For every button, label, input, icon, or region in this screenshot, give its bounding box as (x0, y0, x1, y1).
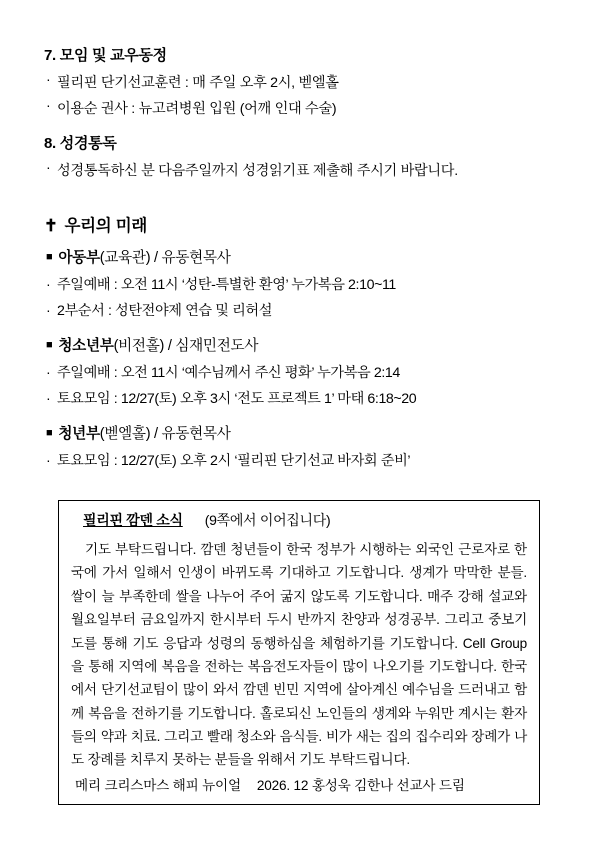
bullet-dot-icon: · (46, 365, 51, 381)
spacer (44, 124, 572, 132)
group-children (44, 246, 572, 320)
news-footer-greeting: 메리 크리스마스 해피 뉴이얼 (75, 777, 241, 793)
group-heading (44, 334, 572, 355)
news-title-row (71, 510, 527, 530)
spacer (44, 186, 572, 212)
list-item-label: 토요모임 : 12/27(토) 오후 3시 ‘전도 프로젝트 1’ 마태 6:18~20 (57, 391, 417, 407)
group-name: 청소년부 (58, 338, 114, 354)
bullet-dot-icon: · (46, 72, 51, 88)
bullet-dot-icon: · (46, 391, 51, 407)
list-item (44, 362, 572, 382)
section-bible-reading (44, 132, 572, 180)
section-our-future (44, 212, 572, 470)
list-item (44, 98, 572, 118)
section-heading: 7. 모임 및 교우동정 (44, 47, 167, 64)
news-box (58, 500, 540, 805)
section-heading-label: 우리의 미래 (64, 217, 148, 235)
section-meetings (44, 44, 572, 118)
section-heading: 8. 성경통독 (44, 135, 117, 152)
list-item-label: 필리핀 단기선교훈련 : 매 주일 오후 2시, 벧엘홀 (57, 75, 339, 91)
square-bullet-icon: ■ (46, 251, 53, 263)
square-bullet-icon: ■ (46, 339, 53, 351)
news-body: 기도 부탁드립니다. 깜덴 청년들이 한국 정부가 시행하는 외국인 근로자로 한국에 가서 일해서 인생이 바뀌도록 기대하고 기도합니다. 생계가 막막한 분들. 쌀이 늘 부족한데 쌀을 나누어 주어 굶지 않도록 기도합니다. 매주 강해 설교와 월요일부터 금요일까지 한시부터 두시 반까지 찬양과 성경공부. 그리고 중보기도를 통해 기도 응답과 성령의 동행하심을 체험하기를 기도합니다. Cell Group을 통해 지역에 복음을 전하는 복음전도자들이 많이 나오기를 기도합니다. 한국에서 단기선교팀이 많이 와서 깜덴 빈민 지역에 살아계신 예수님을 드러내고 함께 복음을 전하기를 기도합니다. 홀로되신 노인들의 생계와 누워만 계시는 환자들의 약과 치료. 그리고 빨래 청소와 음식들. 비가 새는 집의 집수리와 장례가 나도 장례를 치루지 못하는 분들을 위해서 기도 부탁드립니다. (71, 542, 527, 768)
section-heading (44, 212, 572, 236)
group-detail: (벧엘홀) / 유동현목사 (99, 426, 231, 442)
list-item (44, 388, 572, 408)
bullet-dot-icon: · (46, 277, 51, 293)
bullet-dot-icon: · (46, 453, 51, 469)
list-item-label: 주일예배 : 오전 11시 ‘성탄-특별한 환영’ 누가복음 2:10~11 (57, 277, 396, 293)
group-name: 청년부 (58, 426, 100, 442)
news-subtitle: (9쪽에서 이어집니다) (204, 512, 331, 528)
list-item (44, 300, 572, 320)
group-youth (44, 334, 572, 408)
bullet-dot-icon: · (46, 160, 51, 176)
news-footer-signature: 2026. 12 홍성욱 김한나 선교사 드림 (256, 777, 465, 793)
group-name: 아동부 (58, 250, 100, 266)
bullet-dot-icon: · (46, 98, 51, 114)
square-bullet-icon: ■ (46, 427, 53, 439)
group-detail: (비전홀) / 심재민전도사 (113, 338, 259, 354)
list-item-label: 주일예배 : 오전 11시 ‘예수님께서 주신 평화’ 누가복음 2:14 (57, 365, 400, 381)
list-item-label: 성경통독하신 분 다음주일까지 성경읽기표 제출해 주시기 바랍니다. (57, 163, 458, 179)
list-item (44, 72, 572, 92)
spacer (44, 326, 572, 334)
list-item (44, 274, 572, 294)
list-item-label: 2부순서 : 성탄전야제 연습 및 리허설 (57, 303, 273, 319)
list-item (44, 160, 572, 180)
list-item-label: 이용순 권사 : 뉴고려병원 입원 (어깨 인대 수술) (57, 101, 337, 117)
group-heading (44, 246, 572, 267)
group-heading (44, 422, 572, 443)
cross-icon: ✝ (44, 217, 58, 235)
bullet-dot-icon: · (46, 303, 51, 319)
group-detail: (교육관) / 유동현목사 (99, 250, 231, 266)
group-young-adults (44, 422, 572, 470)
news-title: 필리핀 깜덴 소식 (83, 512, 183, 528)
spacer (44, 414, 572, 422)
news-footer (71, 774, 527, 794)
list-item (44, 450, 572, 470)
list-item-label: 토요모임 : 12/27(토) 오후 2시 ‘필리핀 단기선교 바자회 준비’ (57, 453, 411, 469)
